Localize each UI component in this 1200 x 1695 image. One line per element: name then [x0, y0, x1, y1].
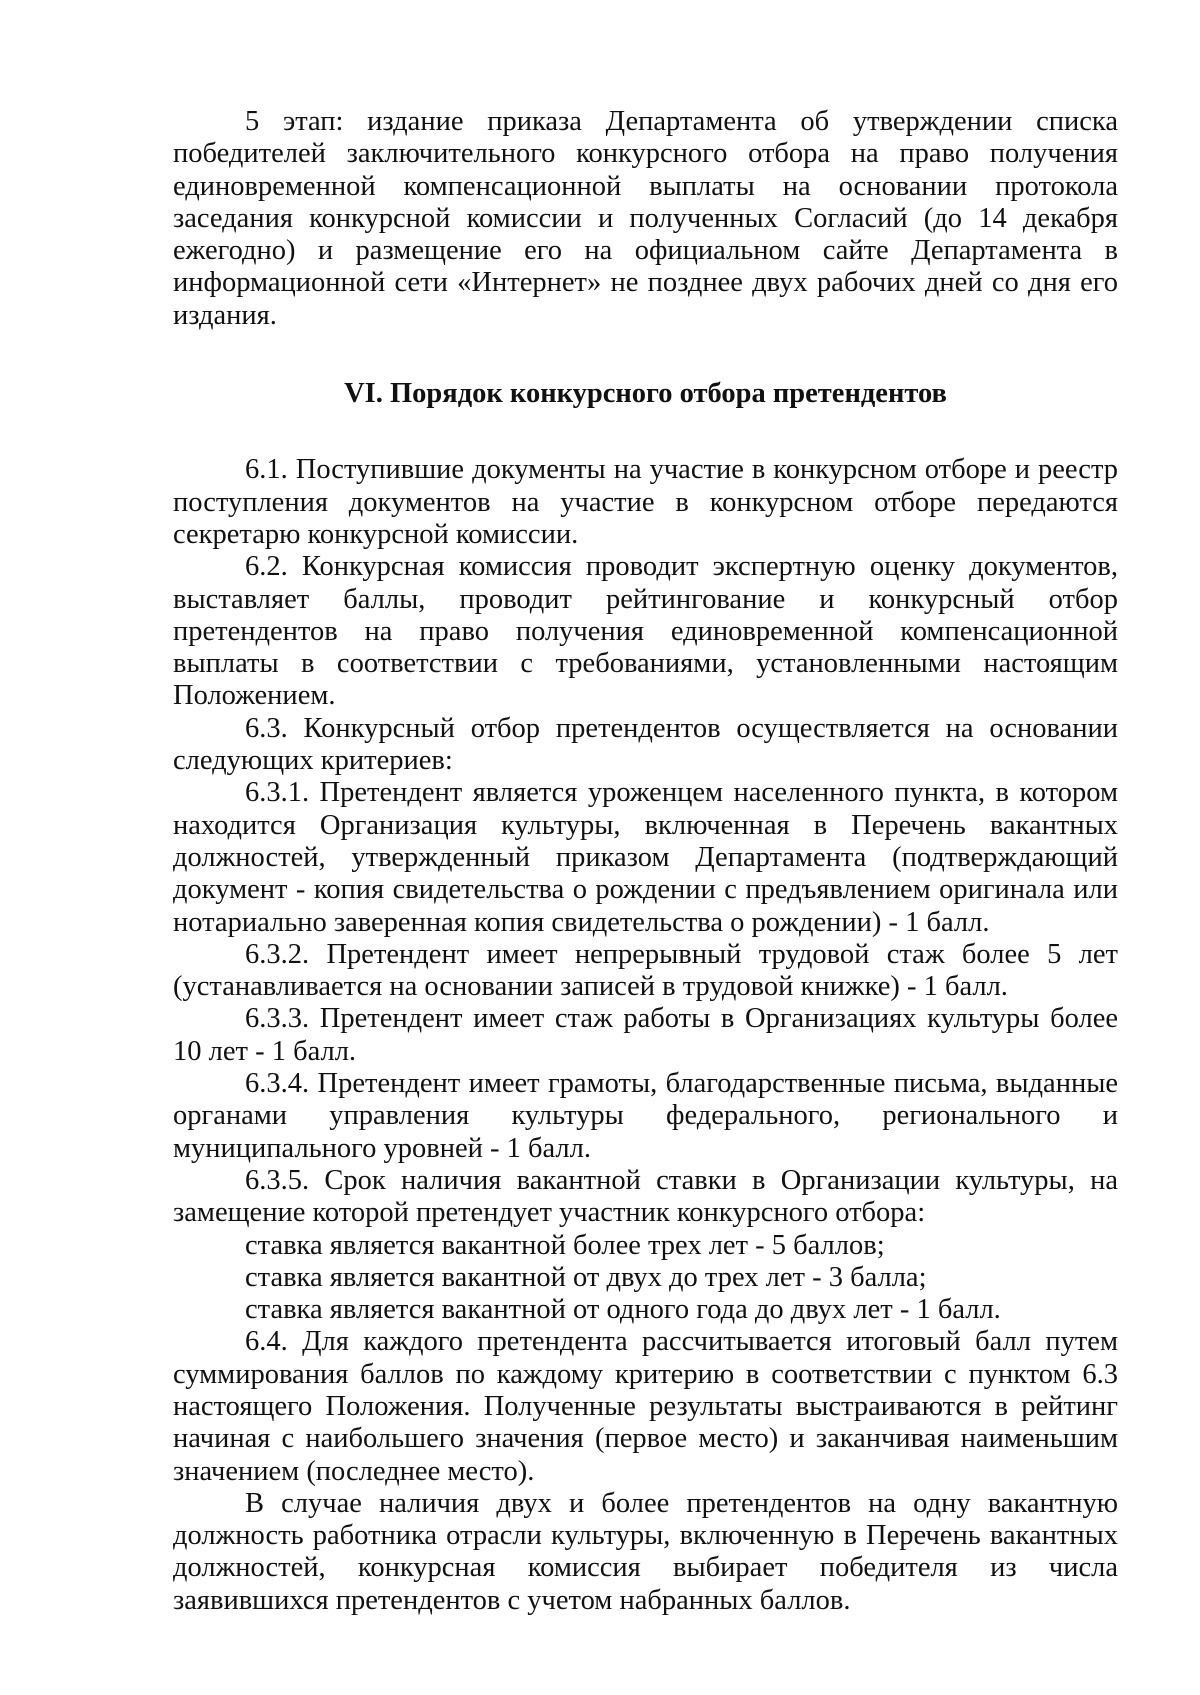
document-body — [173, 106, 1118, 1617]
paragraph-6-3-2: 6.3.2. Претендент имеет непрерывный трудовой стаж более 5 лет (устанавливается на основании записей в трудовой книжке) - 1 балл. — [173, 938, 1118, 1003]
paragraph-6-3-5: 6.3.5. Срок наличия вакантной ставки в Организации культуры, на замещение которой претендует участник конкурсного отбора: — [173, 1164, 1118, 1229]
paragraph-stage-5: 5 этап: издание приказа Департамента об утверждении списка победителей заключительного конкурсного отбора на право получения единовременной компенсационной выплаты на основании протокола заседания конкурсной комиссии и полученных Согласий (до 14 декабря ежегодно) и размещение его на официальном сайте Департамента в информационной сети «Интернет» не позднее двух рабочих дней со дня его издания. — [173, 106, 1118, 331]
list-item: ставка является вакантной от одного года до двух лет - 1 балл. — [245, 1294, 1001, 1326]
list-item: ставка является вакантной более трех лет - 5 баллов; — [245, 1229, 885, 1261]
list-item: ставка является вакантной от двух до трех лет - 3 балла; — [245, 1261, 927, 1293]
paragraph-6-3: 6.3. Конкурсный отбор претендентов осуществляется на основании следующих критериев: — [173, 712, 1118, 777]
paragraph-6-4: 6.4. Для каждого претендента рассчитывается итоговый балл путем суммирования баллов по каждому критерию в соответствии с пунктом 6.3 настоящего Положения. Полученные результаты выстраиваются в рейтинг начиная с наибольшего значения (первое место) и заканчивая наименьшим значением (последнее место). — [173, 1326, 1118, 1487]
paragraph-6-3-4: 6.3.4. Претендент имеет грамоты, благодарственные письма, выданные органами управления культуры федерального, регионального и муниципального уровней - 1 балл. — [173, 1068, 1118, 1164]
section-heading: VI. Порядок конкурсного отбора претендентов — [344, 378, 947, 410]
paragraph-6-2: 6.2. Конкурсная комиссия проводит экспертную оценку документов, выставляет баллы, проводит рейтингование и конкурсный отбор претендентов на право получения единовременной компенсационной выплаты в соответствии с требованиями, установленными настоящим Положением. — [173, 551, 1118, 712]
paragraph-6-3-3: 6.3.3. Претендент имеет стаж работы в Организациях культуры более 10 лет - 1 балл. — [173, 1003, 1118, 1067]
paragraph-6-1: 6.1. Поступившие документы на участие в конкурсном отборе и реестр поступления документов на участие в конкурсном отборе передаются секретарю конкурсной комиссии. — [173, 454, 1118, 550]
paragraph-tie-break: В случае наличия двух и более претендентов на одну вакантную должность работника отрасли культуры, включенную в Перечень вакантных должностей, конкурсная комиссия выбирает победителя из числа заявившихся претендентов с учетом набранных баллов. — [173, 1487, 1118, 1616]
paragraph-6-3-1: 6.3.1. Претендент является уроженцем населенного пункта, в котором находится Организация культуры, включенная в Перечень вакантных должностей, утвержденный приказом Департамента (подтверждающий документ - копия свидетельства о рождении с предъявлением оригинала или нотариально заверенная копия свидетельства о рождении) - 1 балл. — [173, 777, 1118, 938]
